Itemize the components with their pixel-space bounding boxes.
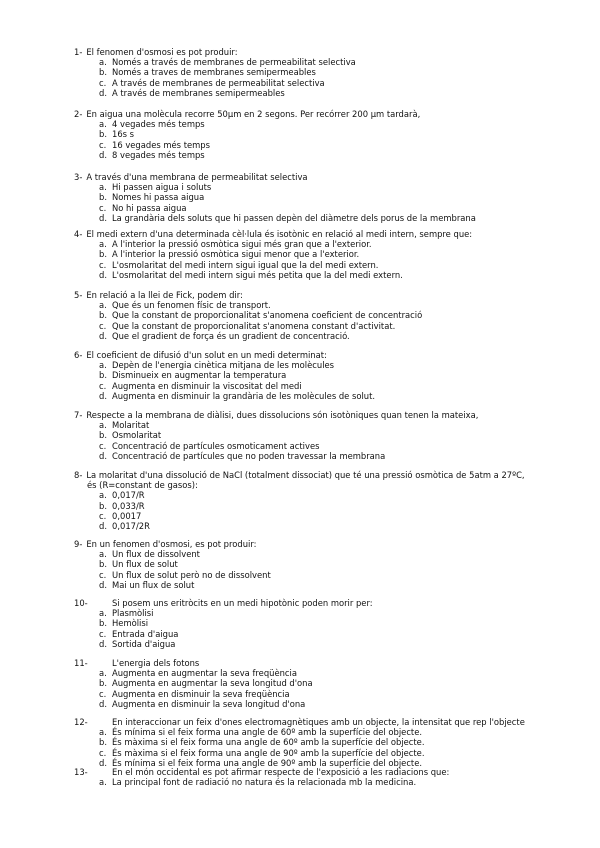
option-letter: d. (99, 757, 107, 768)
answer-option (74, 140, 594, 150)
question-number: 9- (74, 539, 83, 549)
question-number: 7- (74, 410, 83, 420)
option-letter: c. (99, 688, 107, 699)
answer-option (74, 360, 594, 370)
question-text: El medi extern d'una determinada cèl·lula és isotònic en relació al medi intern, sempre que: (86, 229, 473, 239)
option-letter: c. (99, 380, 107, 391)
question-number: 13- (74, 767, 88, 777)
question-3 (74, 172, 594, 223)
question-number: 11- (74, 658, 88, 668)
option-text: Només a través de membranes de permeabilitat selectiva (112, 57, 356, 68)
question-number: 10- (74, 598, 88, 608)
option-text: Només a traves de membranes semipermeables (112, 67, 316, 78)
option-letter: c. (99, 320, 107, 331)
question-number: 12- (74, 717, 88, 727)
question-stem (74, 109, 594, 119)
option-letter: c. (99, 259, 107, 270)
question-text: En el món occidental es pot afirmar respecte de l'exposició a les radiacions que: (112, 767, 450, 777)
option-letter: c. (99, 747, 107, 758)
option-letter: b. (99, 310, 107, 321)
option-text: 8 vegades més temps (112, 149, 205, 160)
question-stem (74, 229, 594, 239)
answer-option (74, 249, 594, 259)
option-letter: d. (99, 698, 107, 709)
option-letter: b. (99, 737, 107, 748)
option-letter: b. (99, 678, 107, 689)
option-letter: b. (99, 192, 107, 203)
option-letter: b. (99, 370, 107, 381)
question-11 (74, 658, 594, 709)
option-text: A través de membranes de permeabilitat selectiva (112, 77, 325, 88)
option-letter: d. (99, 87, 107, 98)
answer-option (74, 559, 594, 569)
option-text: La grandària dels soluts que hi passen depèn del diàmetre dels porus de la membrana (112, 212, 476, 223)
question-number: 5- (74, 290, 83, 300)
answer-option (74, 689, 594, 699)
answer-option (74, 629, 594, 639)
option-text: És màxima si el feix forma una angle de 90º amb la superfície del objecte. (112, 747, 425, 758)
option-text: Concentració de partícules osmoticament actives (112, 440, 320, 451)
option-text: Hemòlisi (112, 618, 149, 629)
option-text: A l'interior la pressió osmòtica sigui menor que a l'exterior. (112, 249, 360, 260)
question-number: 1- (74, 47, 83, 57)
answer-option (74, 668, 594, 678)
option-letter: a. (99, 490, 107, 501)
option-text: Plasmòlisi (112, 608, 154, 619)
option-text: Augmenta en augmentar la seva freqüència (112, 668, 297, 679)
question-stem (74, 717, 594, 727)
option-text: La principal font de radiació no natura és la relacionada mb la medicina. (112, 777, 417, 788)
option-letter: c. (99, 569, 107, 580)
answer-option (74, 57, 594, 67)
question-text: En un fenomen d'osmosi, es pot produir: (86, 539, 257, 549)
answer-option (74, 203, 594, 213)
option-letter: b. (99, 249, 107, 260)
option-letter: c. (99, 440, 107, 451)
answer-option (74, 331, 594, 341)
answer-option (74, 580, 594, 590)
question-number: 6- (74, 350, 83, 360)
question-12 (74, 717, 594, 768)
option-letter: d. (99, 212, 107, 223)
answer-option (74, 420, 594, 430)
option-letter: a. (99, 300, 107, 311)
option-text: A través de membranes semipermeables (112, 87, 285, 98)
option-letter: d. (99, 330, 107, 341)
answer-option (74, 699, 594, 709)
option-text: Augmenta en disminuir la grandària de les molècules de solut. (112, 390, 376, 401)
question-stem (74, 658, 594, 668)
option-letter: b. (99, 559, 107, 570)
question-number: 8- (74, 470, 83, 480)
answer-option (74, 370, 594, 380)
option-letter: a. (99, 239, 107, 250)
question-number: 2- (74, 109, 83, 119)
option-letter: d. (99, 269, 107, 280)
option-text: L'osmolaritat del medi intern sigui més petita que la del medi extern. (112, 269, 403, 280)
answer-option (74, 192, 594, 202)
option-text: Sortida d'aigua (112, 638, 176, 649)
question-stem (74, 410, 594, 420)
question-text: El fenomen d'osmosi es pot produir: (86, 47, 238, 57)
question-stem (74, 290, 594, 300)
answer-option (74, 391, 594, 401)
question-text: La molaritat d'una dissolució de NaCl (totalment dissociat) que té una pressió osmòtica de 5atm a 27ºC, (86, 470, 525, 480)
option-text: Osmolaritat (112, 430, 162, 441)
question-text: L'energia dels fotons (112, 658, 200, 668)
question-text: Respecte a la membrana de diàlisi, dues dissolucions són isotòniques quan tenen la mateixa, (86, 410, 479, 420)
option-letter: a. (99, 360, 107, 371)
question-10 (74, 598, 594, 649)
option-letter: a. (99, 727, 107, 738)
option-letter: b. (99, 430, 107, 441)
answer-option (74, 678, 594, 688)
question-stem (74, 539, 594, 549)
answer-option (74, 300, 594, 310)
option-letter: a. (99, 57, 107, 68)
option-text: Un flux de solut (112, 559, 178, 570)
option-letter: a. (99, 608, 107, 619)
option-letter: b. (99, 129, 107, 140)
answer-option (74, 270, 594, 280)
answer-option (74, 430, 594, 440)
option-text: A l'interior la pressió osmòtica sigui més gran que a l'exterior. (112, 239, 372, 250)
answer-option (74, 260, 594, 270)
option-text: Augmenta en disminuir la seva longitud d'ona (112, 698, 306, 709)
question-13 (74, 767, 594, 787)
answer-option (74, 119, 594, 129)
option-text: 0,033/R (112, 500, 145, 511)
answer-option (74, 321, 594, 331)
option-text: Augmenta en disminuir la seva freqüència (112, 688, 290, 699)
answer-option (74, 129, 594, 139)
answer-option (74, 150, 594, 160)
question-text: Si posem uns eritròcits en un medi hipotònic poden morir per: (112, 598, 373, 608)
option-text: Disminueix en augmentar la temperatura (112, 370, 287, 381)
answer-option (74, 618, 594, 628)
question-4 (74, 229, 594, 280)
option-text: 16 vegades més temps (112, 139, 210, 150)
option-letter: a. (99, 119, 107, 130)
answer-option (74, 608, 594, 618)
answer-option (74, 639, 594, 649)
question-text: En interaccionar un feix d'ones electromagnètiques amb un objecte, la intensitat que rep l'objecte (112, 717, 525, 727)
answer-option (74, 441, 594, 451)
option-letter: c. (99, 628, 107, 639)
question-number: 4- (74, 229, 83, 239)
option-letter: a. (99, 182, 107, 193)
option-text: Que la constant de proporcionalitat s'anomena constant d'activitat. (112, 320, 396, 331)
option-text: 0,0017 (112, 510, 142, 521)
option-text: Nomes hi passa aigua (112, 192, 205, 203)
option-letter: a. (99, 668, 107, 679)
option-letter: a. (99, 549, 107, 560)
option-letter: c. (99, 139, 107, 150)
answer-option (74, 727, 594, 737)
option-text: Augmenta en augmentar la seva longitud d'ona (112, 678, 313, 689)
option-text: És mínima si el feix forma una angle de 90º amb la superfície del objecte. (112, 757, 423, 768)
option-text: Augmenta en disminuir la viscositat del medi (112, 380, 302, 391)
option-letter: d. (99, 450, 107, 461)
option-text: No hi passa aigua (112, 202, 187, 213)
question-5 (74, 290, 594, 341)
option-letter: d. (99, 521, 107, 532)
answer-option (74, 88, 594, 98)
question-1 (74, 47, 594, 98)
question-8 (74, 470, 594, 531)
option-letter: d. (99, 390, 107, 401)
question-stem (74, 350, 594, 360)
answer-option (74, 78, 594, 88)
option-text: Depèn de l'energia cinètica mitjana de les molècules (112, 360, 335, 371)
option-text: Que la constant de proporcionalitat s'anomena coeficient de concentració (112, 310, 423, 321)
option-letter: a. (99, 420, 107, 431)
answer-option (74, 213, 594, 223)
answer-option (74, 67, 594, 77)
option-letter: a. (99, 777, 107, 788)
question-stem (74, 598, 594, 608)
question-text-continuation: és (R=constant de gasos): (87, 480, 198, 491)
option-letter: c. (99, 510, 107, 521)
option-text: És mínima si el feix forma una angle de 60º amb la superfície del objecte. (112, 727, 423, 738)
answer-option (74, 549, 594, 559)
option-text: L'osmolaritat del medi intern sigui igual que la del medi extern. (112, 259, 379, 270)
question-7 (74, 410, 594, 461)
answer-option (74, 490, 594, 500)
answer-option (74, 511, 594, 521)
answer-option (74, 381, 594, 391)
answer-option (74, 182, 594, 192)
option-text: Concentració de partícules que no poden travessar la membrana (112, 450, 386, 461)
option-text: Entrada d'aigua (112, 628, 179, 639)
option-text: És màxima si el feix forma una angle de 60º amb la superfície del objecte. (112, 737, 425, 748)
option-text: Un flux de dissolvent (112, 549, 200, 560)
question-stem (74, 470, 594, 480)
question-2 (74, 109, 594, 160)
option-text: 16s s (112, 129, 135, 140)
option-text: Molaritat (112, 420, 150, 431)
option-text: Un flux de solut però no de dissolvent (112, 569, 271, 580)
option-text: 0,017/2R (112, 521, 150, 532)
option-letter: d. (99, 149, 107, 160)
question-text: El coeficient de difusió d'un solut en un medi determinat: (86, 350, 327, 360)
question-text: En aigua una molècula recorre 50μm en 2 segons. Per recórrer 200 μm tardarà, (86, 109, 421, 119)
option-letter: b. (99, 500, 107, 511)
option-letter: d. (99, 579, 107, 590)
answer-option (74, 521, 594, 531)
option-text: 4 vegades més temps (112, 119, 205, 130)
option-text: 0,017/R (112, 490, 145, 501)
option-letter: b. (99, 618, 107, 629)
option-text: Que és un fenomen físic de transport. (112, 300, 271, 311)
answer-option (74, 501, 594, 511)
answer-option (74, 748, 594, 758)
option-text: Mai un flux de solut (112, 579, 195, 590)
question-number: 3- (74, 172, 83, 182)
option-text: Que el gradient de força és un gradient de concentració. (112, 330, 350, 341)
question-stem (74, 767, 594, 777)
option-letter: d. (99, 638, 107, 649)
option-letter: c. (99, 77, 107, 88)
question-6 (74, 350, 594, 401)
answer-option (74, 310, 594, 320)
answer-option (74, 737, 594, 747)
answer-option (74, 570, 594, 580)
option-letter: b. (99, 67, 107, 78)
question-text: A través d'una membrana de permeabilitat selectiva (86, 172, 308, 182)
question-stem (74, 172, 594, 182)
question-9 (74, 539, 594, 590)
answer-option (74, 239, 594, 249)
question-stem (74, 47, 594, 57)
question-text: En relació a la llei de Fick, podem dir: (86, 290, 243, 300)
answer-option (74, 451, 594, 461)
option-text: Hi passen aigua i soluts (112, 182, 212, 193)
answer-option (74, 777, 594, 787)
option-letter: c. (99, 202, 107, 213)
